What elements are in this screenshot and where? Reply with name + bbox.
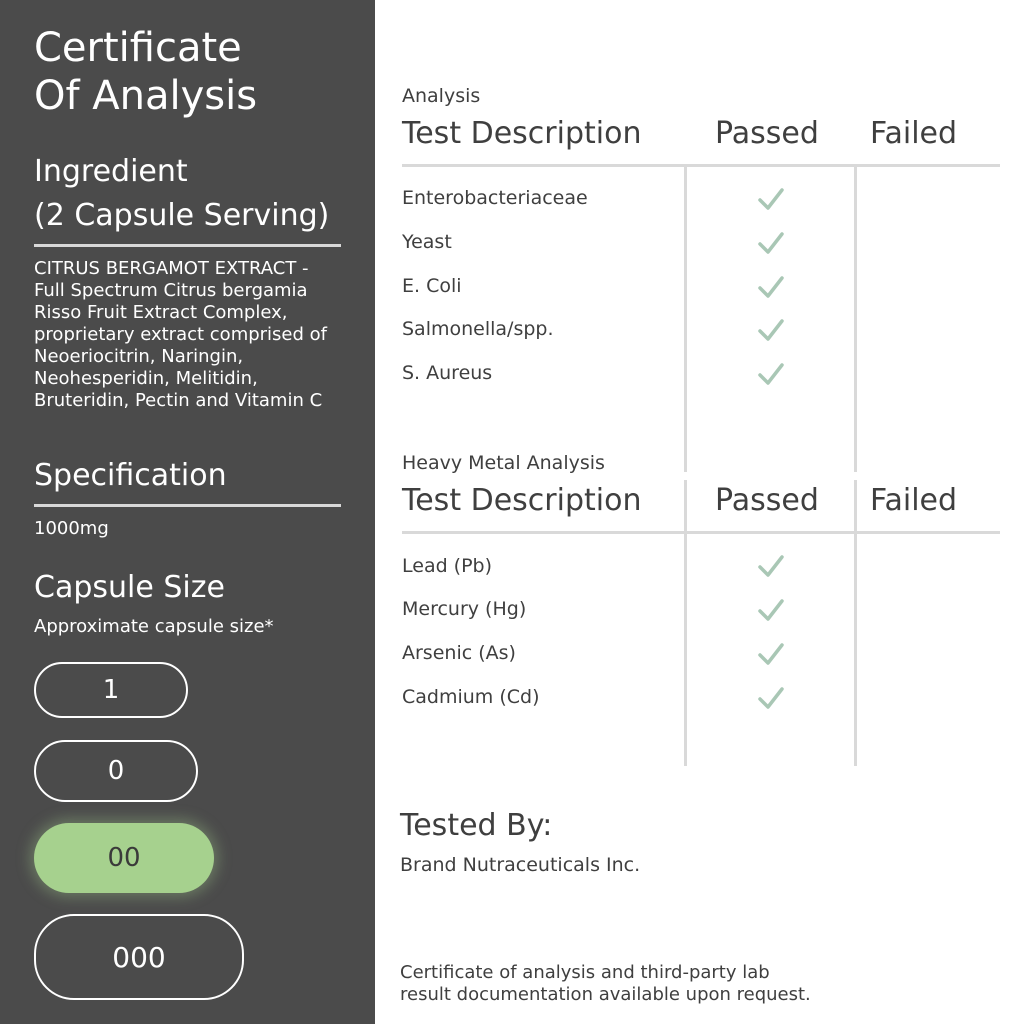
specification-divider — [34, 504, 341, 507]
specification-heading: Specification — [34, 458, 227, 493]
footnote-line-2: result documentation available upon request. — [400, 984, 811, 1005]
check-icon — [756, 272, 786, 302]
specification-value: 1000mg — [34, 518, 109, 539]
heavy-metal-col-passed: Passed — [715, 483, 819, 518]
heavy-metal-col-description: Test Description — [402, 483, 642, 518]
heavy-metal-column-divider — [684, 480, 687, 766]
footnote — [400, 962, 880, 1006]
heavy-metal-column-divider — [854, 480, 857, 766]
analysis-row-label: Salmonella/spp. — [402, 318, 554, 340]
heavy-metal-row-label: Mercury (Hg) — [402, 598, 527, 620]
title-line-1: Certificate — [34, 25, 242, 71]
title-line-2: Of Analysis — [34, 73, 258, 119]
check-icon — [756, 595, 786, 625]
analysis-row-label: Enterobacteriaceae — [402, 187, 588, 209]
tested-by-value: Brand Nutraceuticals Inc. — [400, 854, 641, 876]
right-panel — [375, 0, 1024, 1024]
left-panel — [0, 0, 375, 1024]
ingredient-heading-line-1: Ingredient — [34, 154, 188, 189]
ingredient-heading — [34, 150, 329, 238]
capsule-size-0 — [34, 740, 198, 802]
analysis-header-rule — [402, 164, 1000, 167]
analysis-row-label: E. Coli — [402, 275, 462, 297]
analysis-column-divider — [854, 166, 857, 472]
capsule-size-heading: Capsule Size — [34, 570, 225, 605]
heavy-metal-col-failed: Failed — [870, 483, 958, 518]
heavy-metal-row-label: Lead (Pb) — [402, 555, 493, 577]
check-icon — [756, 551, 786, 581]
heavy-metal-section-label: Heavy Metal Analysis — [402, 452, 605, 474]
check-icon — [756, 228, 786, 258]
footnote-line-1: Certificate of analysis and third-party lab — [400, 962, 770, 983]
analysis-section-label: Analysis — [402, 85, 481, 107]
analysis-column-divider — [684, 166, 687, 472]
ingredient-heading-line-2: (2 Capsule Serving) — [34, 198, 330, 233]
check-icon — [756, 184, 786, 214]
analysis-col-failed: Failed — [870, 116, 958, 151]
ingredient-divider — [34, 244, 341, 247]
analysis-col-passed: Passed — [715, 116, 819, 151]
heavy-metal-row-label: Arsenic (As) — [402, 642, 516, 664]
capsule-size-label: 0 — [107, 756, 125, 786]
capsule-size-label: 000 — [112, 940, 166, 974]
capsule-size-label: 1 — [102, 675, 120, 705]
capsule-size-000 — [34, 914, 244, 1000]
analysis-row-label: Yeast — [402, 231, 452, 253]
capsule-size-1 — [34, 662, 188, 718]
check-icon — [756, 683, 786, 713]
check-icon — [756, 639, 786, 669]
capsule-size-label: 00 — [107, 843, 141, 873]
heavy-metal-row-label: Cadmium (Cd) — [402, 686, 540, 708]
page-title — [34, 24, 257, 120]
capsule-size-note: Approximate capsule size* — [34, 616, 274, 637]
analysis-col-description: Test Description — [402, 116, 642, 151]
check-icon — [756, 359, 786, 389]
tested-by-heading: Tested By: — [400, 808, 553, 843]
ingredient-text: CITRUS BERGAMOT EXTRACT - Full Spectrum Citrus bergamia Risso Fruit Extract Complex, proprietary extract comprised of Neoeriocitrin, Naringin, Neohesperidin, Melitidin, Bruteridin, Pectin and Vitamin C — [34, 258, 328, 411]
capsule-size-00-selected — [34, 823, 214, 893]
heavy-metal-header-rule — [402, 531, 1000, 534]
check-icon — [756, 315, 786, 345]
analysis-row-label: S. Aureus — [402, 362, 493, 384]
